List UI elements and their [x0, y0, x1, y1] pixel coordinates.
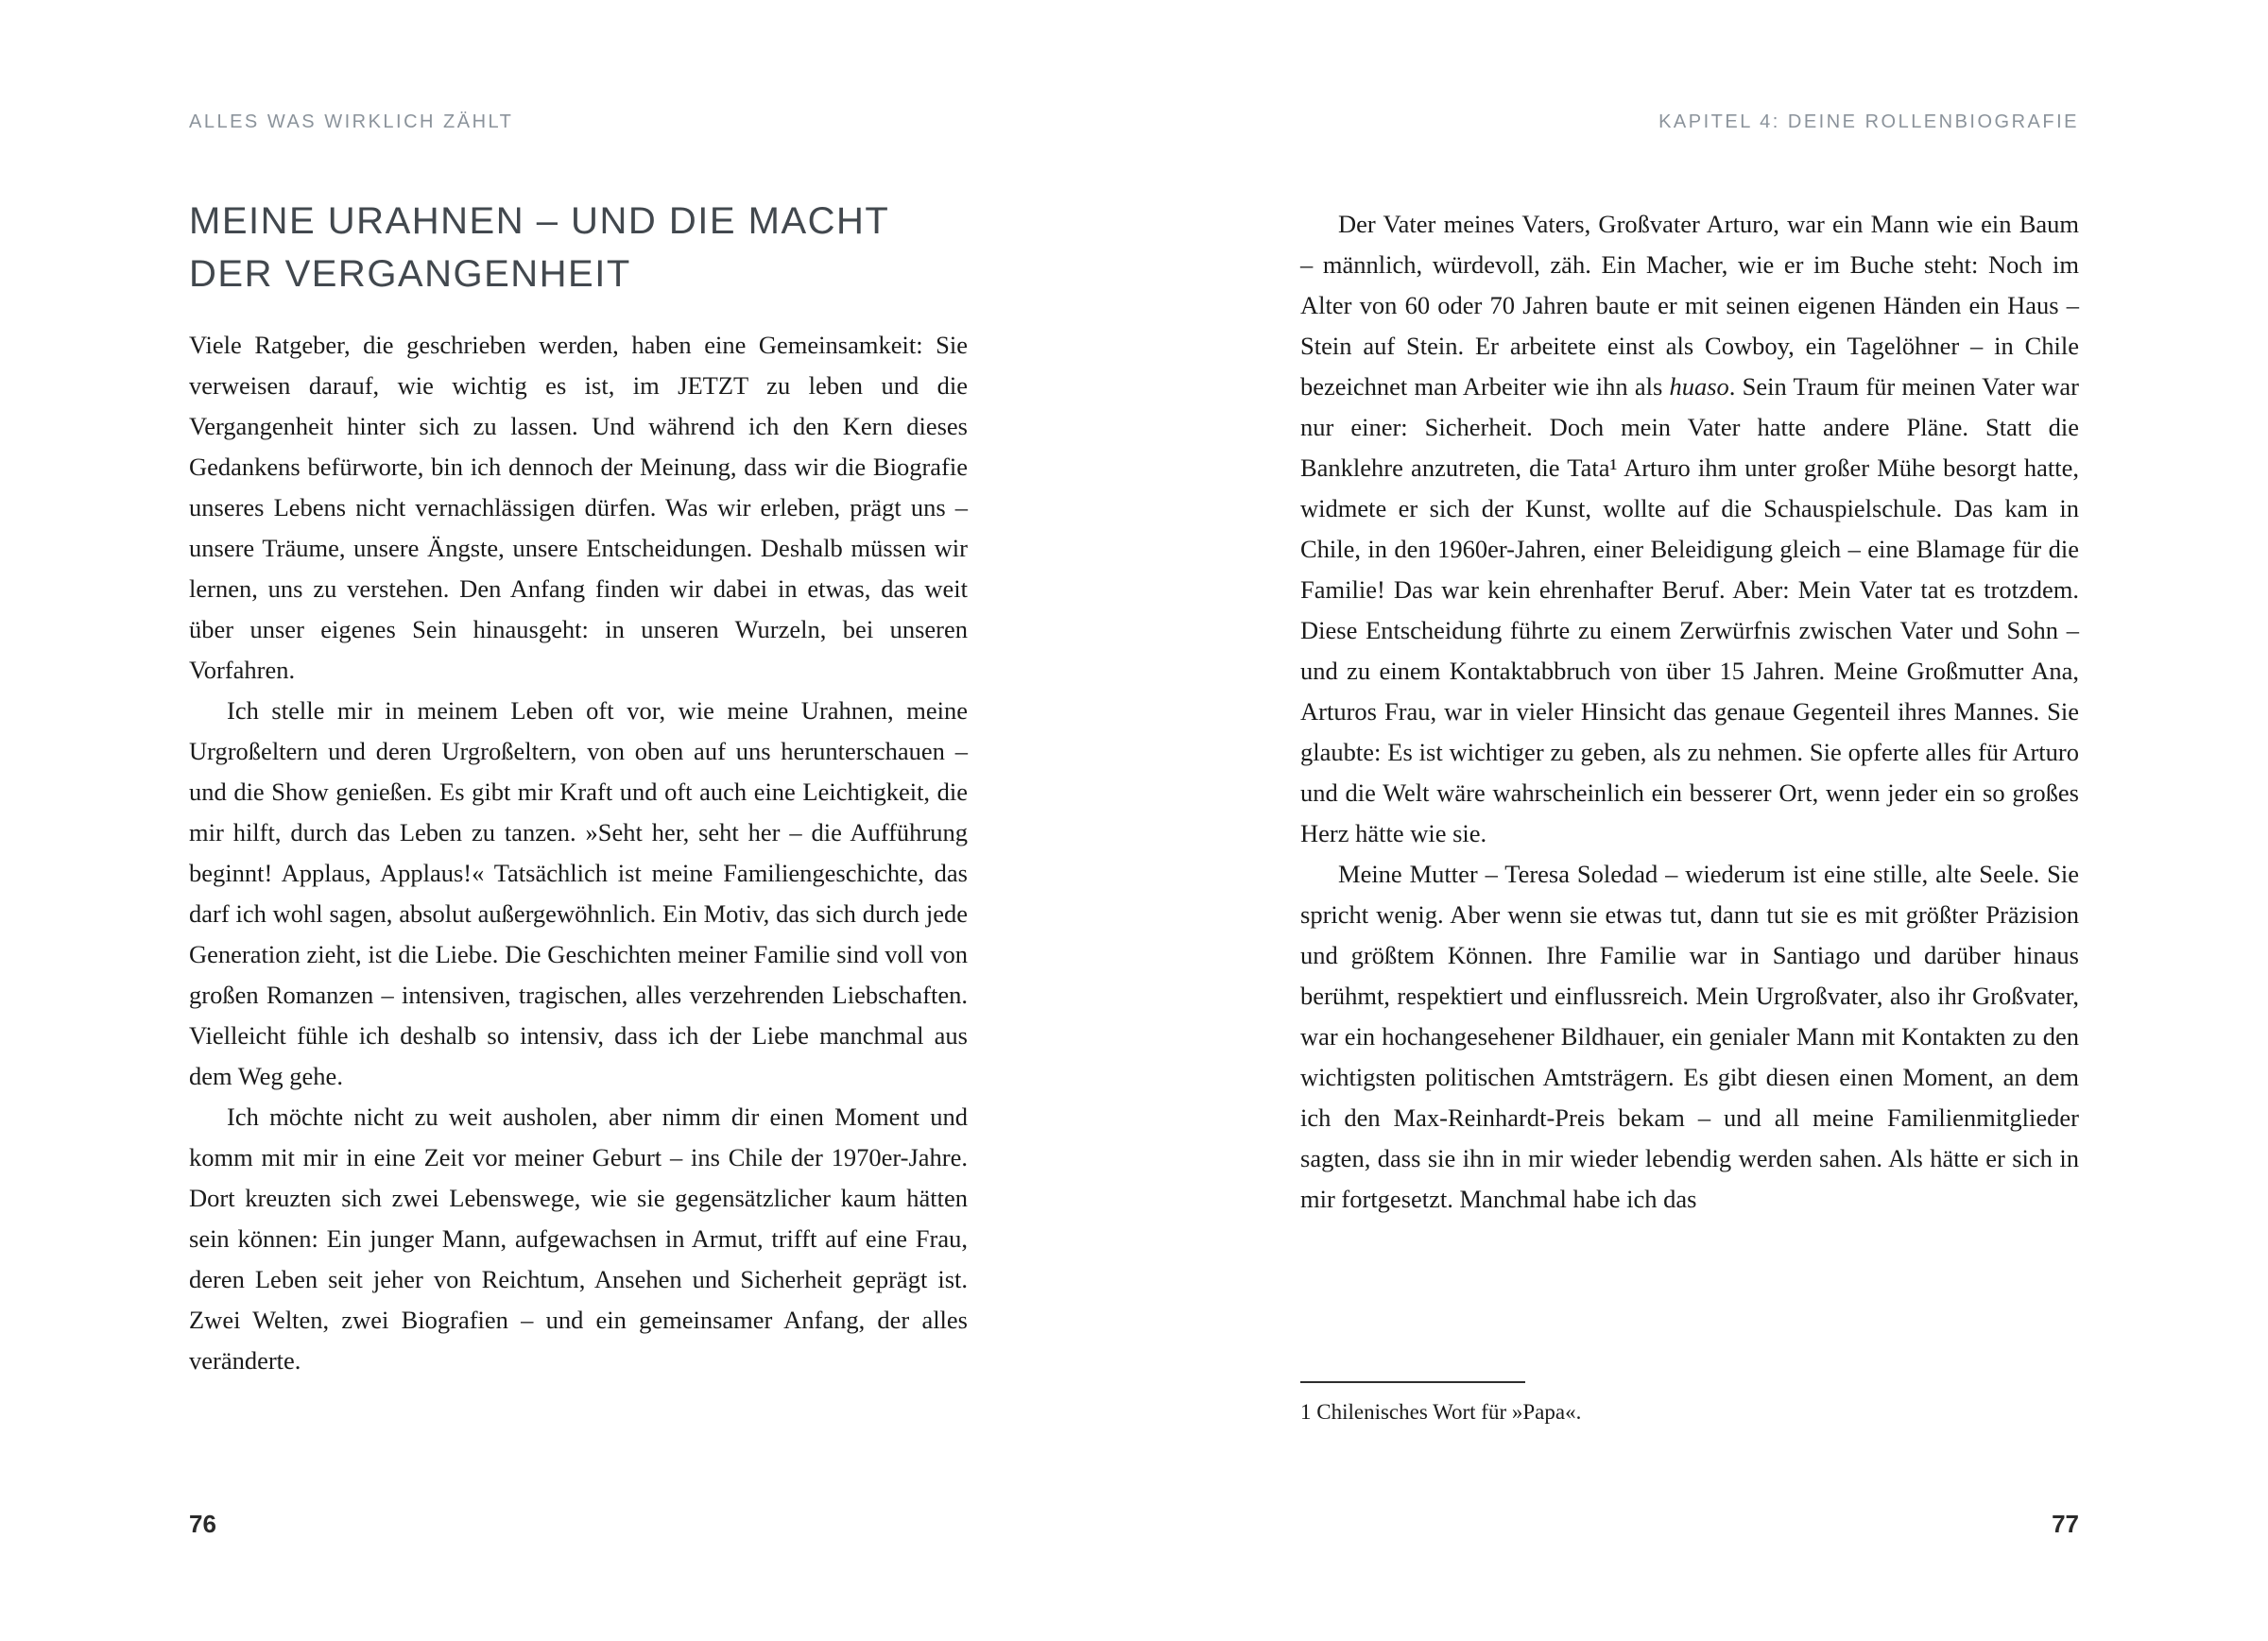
paragraph: Ich möchte nicht zu weit ausholen, aber nimm dir einen Moment und komm mit mir in eine Zeit vor meiner Geburt – ins Chile der 1970er-Jahre. Dort kreuzten sich zwei Lebenswege, wie sie gegensätzlicher kaum hätten sein können: Ein junger Mann, aufgewachsen in Armut, trifft auf eine Frau, deren Leben seit jeher von Reichtum, Ansehen und Sicherheit geprägt ist. Zwei Welten, zwei Biografien – und ein gemeinsamer Anfang, der alles veränderte. — [189, 1103, 968, 1375]
paragraph — [1300, 204, 2079, 854]
section-title — [189, 195, 968, 300]
page-number-left: 76 — [189, 1510, 216, 1538]
paragraph: Viele Ratgeber, die geschrieben werden, haben eine Gemeinsamkeit: Sie verweisen darauf, wie wichtig es ist, im JETZT zu leben und die Vergangenheit hinter sich zu lassen. Und während ich den Kern dieses Gedankens befürworte, bin ich dennoch der Meinung, dass wir die Biografie unseres Lebens nicht vernachlässigen dürfen. Was wir erleben, prägt uns – unsere Träume, unsere Ängste, unsere Entscheidungen. Deshalb müssen wir lernen, uns zu verstehen. Den Anfang finden wir dabei in etwas, das weit über unser eigenes Sein hinausgeht: in unseren Wurzeln, bei unseren Vorfahren. — [189, 331, 968, 684]
paragraph-run: Der Vater meines Vaters, Großvater Arturo, war ein Mann wie ein Baum – männlich, würdevoll, zäh. Ein Macher, wie er im Buche steht: Noch im Alter von 60 oder 70 Jahren baute er mit seinen eigenen Händen ein Haus – Stein auf Stein. Er arbeitete einst als Cowboy, ein Tagelöhner – in Chile bezeichnet man Arbeiter wie ihn als — [1300, 210, 2079, 401]
paragraph-run: . Sein Traum für meinen Vater war nur einer: Sicherheit. Doch mein Vater hatte andere Pläne. Statt die Banklehre anzutreten, die Tata¹ Arturo ihm unter großer Mühe besorgt hatte, widmete er sich der Kunst, wollte auf die Schauspielschule. Das kam in Chile, in den 1960er-Jahren, einer Beleidigung gleich – eine Blamage für die Familie! Das war kein ehrenhafter Beruf. Aber: Mein Vater tat es trotzdem. Diese Entscheidung führte zu einem Zerwürfnis zwischen Vater und Sohn – und zu einem Kontaktabbruch von über 15 Jahren. Meine Großmutter Ana, Arturos Frau, war in vieler Hinsicht das genaue Gegenteil ihres Mannes. Sie glaubte: Es ist wichtiger zu geben, als zu nehmen. Sie opferte alles für Arturo und die Welt wäre wahrscheinlich ein besserer Ort, wenn jeder ein so großes Herz hätte wie sie. — [1300, 372, 2079, 847]
running-head-right: KAPITEL 4: DEINE ROLLENBIOGRAFIE — [1658, 111, 2079, 132]
body-text-left — [189, 325, 968, 1381]
paragraph-run: Meine Mutter – Teresa Soledad – wiederum ist eine stille, alte Seele. Sie spricht wenig. Aber wenn sie etwas tut, dann tut sie es mit größter Präzision und größtem Können. Ihre Familie war in Santiago und darüber hinaus berühmt, respektiert und einflussreich. Mein Urgroßvater, also ihr Großvater, war ein hochangesehener Bildhauer, ein genialer Mann mit Kontakten zu den wichtigsten politischen Amtsträgern. Es gibt diesen einen Moment, an dem ich den Max-Reinhardt-Preis bekam – und all meine Familienmitglieder sagten, dass sie ihn in mir wieder lebendig werden sahen. Als hätte er sich in mir fortgesetzt. Manchmal habe ich das — [1300, 860, 2079, 1213]
body-text-right — [1300, 204, 2079, 1220]
footnote-divider — [1300, 1381, 1525, 1383]
page-left — [189, 0, 968, 1641]
page-number-right: 77 — [2052, 1510, 2079, 1538]
footnote-text: 1 Chilenisches Wort für »Papa«. — [1300, 1400, 1582, 1424]
running-head-left: ALLES WAS WIRKLICH ZÄHLT — [189, 111, 514, 132]
paragraph — [1300, 854, 2079, 1220]
page-right — [1300, 0, 2079, 1641]
paragraph: Ich stelle mir in meinem Leben oft vor, wie meine Urahnen, meine Urgroßeltern und deren Urgroßeltern, von oben auf uns herunterschauen – und die Show genießen. Es gibt mir Kraft und oft auch eine Leichtigkeit, die mir hilft, durch das Leben zu tanzen. »Seht her, seht her – die Aufführung beginnt! Applaus, Applaus!« Tatsächlich ist meine Familiengeschichte, das darf ich wohl sagen, absolut außergewöhnlich. Ein Motiv, das sich durch jede Generation zieht, ist die Liebe. Die Geschichten meiner Familie sind voll von großen Romanzen – intensiven, tragischen, alles verzehrenden Liebschaften. Vielleicht fühle ich deshalb so intensiv, dass ich der Liebe manchmal aus dem Weg gehe. — [189, 696, 968, 1090]
footnote-block — [1300, 1381, 2079, 1427]
paragraph-run-italic: huaso — [1669, 372, 1729, 401]
section-title-line-2: DER VERGANGENHEIT — [189, 253, 631, 295]
section-title-line-1: MEINE URAHNEN – UND DIE MACHT — [189, 200, 890, 242]
